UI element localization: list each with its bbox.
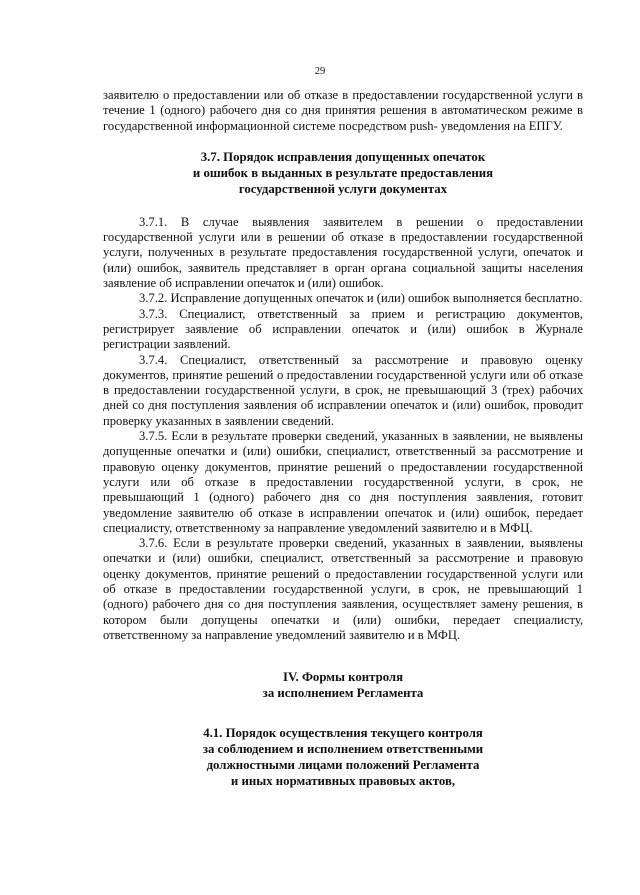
section-4-heading-line: IV. Формы контроля xyxy=(282,670,404,685)
section-4-1-heading xyxy=(103,725,583,789)
document-body xyxy=(103,88,583,789)
section-3-7-heading-line: и ошибок в выданных в результате предоставления xyxy=(192,165,494,180)
section-4-1-heading-line: должностными лицами положений Регламента xyxy=(206,758,480,773)
paragraph-3-7-1: 3.7.1. В случае выявления заявителем в решении о предоставлении государственной услуги или в решении об отказе в предоставлении государственной услуги, полученных в результате предоставления государственной услуги, опечаток и (или) ошибок, заявитель представляет в орган органа социальной защиты населения заявление об исправлении опечаток и (или) ошибок. xyxy=(103,214,583,291)
section-4-heading-line: за исполнением Регламента xyxy=(262,686,424,701)
page-number: 29 xyxy=(314,66,326,77)
section-3-7-heading xyxy=(103,149,583,197)
section-3-7-heading-line: государственной услуги документах xyxy=(238,181,448,196)
section-4-1-heading-line: за соблюдением и исполнением ответственными xyxy=(202,742,484,757)
paragraph-3-7-6: 3.7.6. Если в результате проверки сведений, указанных в заявлении, выявлены опечатки и (или) ошибки, специалист, ответственный за рассмотрение и правовую оценку документов, принятие решений о предоставлении государственной услуги или об отказе в предоставлении государственной услуги, в срок, не превышающий 1 (одного) рабочего дня со дня поступления заявления, осуществляет замену решения, в котором были допущены опечатки и (или) ошибки, передает специалисту, ответственному за направление уведомлений заявителю и в МФЦ. xyxy=(103,536,583,642)
section-4-1-heading-line: 4.1. Порядок осуществления текущего контроля xyxy=(203,726,483,741)
section-4-1-heading-line: и иных нормативных правовых актов, xyxy=(230,774,456,789)
paragraph-3-7-4: 3.7.4. Специалист, ответственный за рассмотрение и правовую оценку документов, принятие решений о предоставлении государственной услуги или об отказе в предоставлении государственной услуги, в срок, не превышающий 3 (трех) рабочих дней со дня поступления заявления об исправлении опечаток и (или) ошибок, проводит проверку указанных в заявлении сведений. xyxy=(103,352,583,428)
section-3-7-heading-line: 3.7. Порядок исправления допущенных опечаток xyxy=(200,149,486,164)
paragraph-3-7-3: 3.7.3. Специалист, ответственный за прием и регистрацию документов, регистрирует заявление об исправлении опечаток и (или) ошибок в Журнале регистрации заявлений. xyxy=(103,306,583,352)
intro-paragraph: заявителю о предоставлении или об отказе в предоставлении государственной услуги в течение 1 (одного) рабочего дня со дня принятия решения в автоматическом режиме в государственной информационной системе посредством push- уведомления на ЕПГУ. xyxy=(103,88,583,133)
paragraph-3-7-2: 3.7.2. Исправление допущенных опечаток и (или) ошибок выполняется бесплатно. xyxy=(139,291,583,306)
section-4-heading xyxy=(103,669,583,701)
paragraph-3-7-5: 3.7.5. Если в результате проверки сведений, указанных в заявлении, не выявлены допущенные опечатки и (или) ошибки, специалист, ответственный за рассмотрение и правовую оценку документов, принятие решений о предоставлении государственной услуги или об отказе в предоставлении государственной услуги, в срок, не превышающий 1 (одного) рабочего дня со дня поступления заявления, готовит уведомление заявителю об отказе в исправлении опечаток и (или) ошибок, передает специалисту, ответственному за направление уведомлений заявителю и в МФЦ. xyxy=(103,429,583,535)
